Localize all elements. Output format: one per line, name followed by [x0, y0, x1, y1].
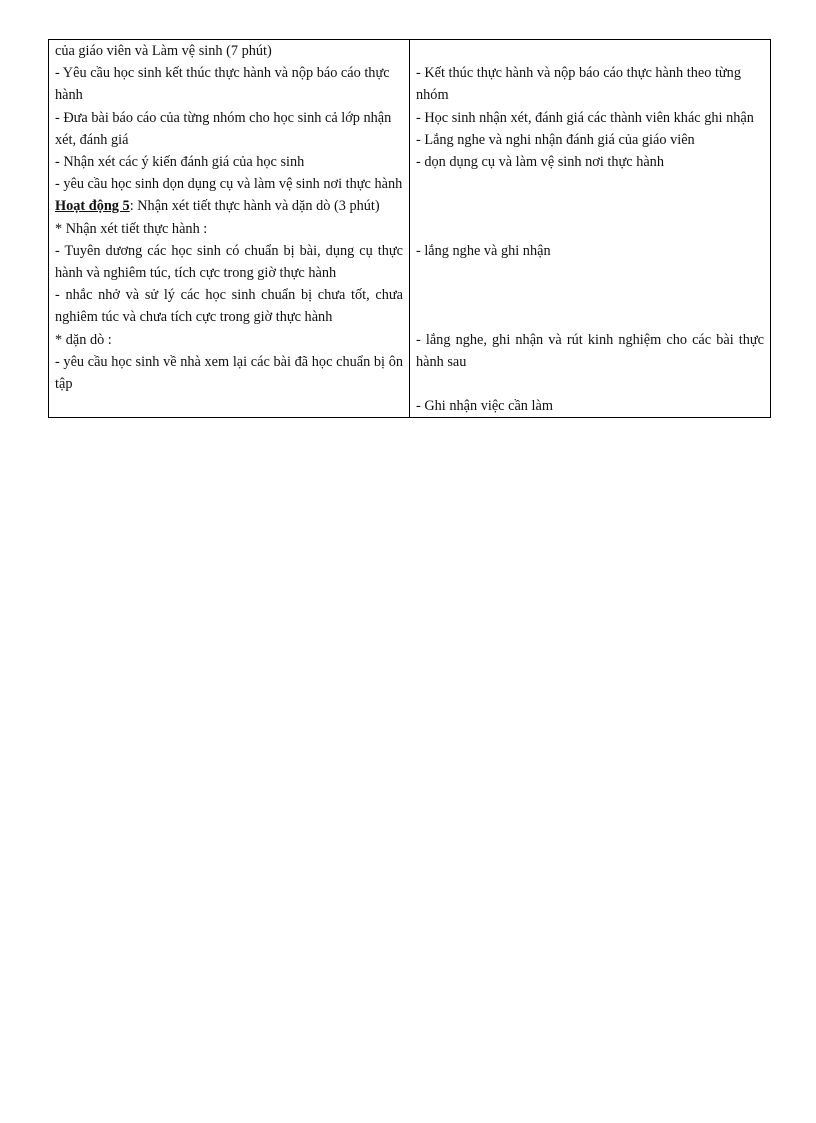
cleanup-instruction: - yêu cầu học sinh dọn dụng cụ và làm vệ sinh nơi thực hành — [55, 176, 403, 193]
student-listen-note: - lắng nghe và ghi nhận — [416, 242, 551, 259]
homework-heading: * dặn dò : — [55, 331, 112, 348]
student-activities-cell — [410, 40, 771, 418]
student-learn-experience: - lắng nghe, ghi nhận và rút kinh nghiệm cho các bài thực hành sau — [416, 331, 764, 370]
comment-feedback-instruction: - Nhận xét các ý kiến đánh giá của học sinh — [55, 154, 305, 171]
spacer — [416, 40, 764, 62]
end-practice-instruction: - Yêu cầu học sinh kết thúc thực hành và nộp báo cáo thực hành — [55, 65, 390, 104]
remind-instruction: - nhắc nhở và sử lý các học sinh chuẩn bị chưa tốt, chưa nghiêm túc và chưa tích cực trong giờ thực hành — [55, 287, 403, 326]
spacer — [416, 218, 764, 240]
activity-5-title: : Nhận xét tiết thực hành và dặn dò (3 phút) — [129, 198, 380, 215]
activity-5-heading — [55, 195, 403, 217]
group-reports-instruction: - Đưa bài báo cáo của từng nhóm cho học sinh cả lớp nhận xét, đánh giá — [55, 109, 392, 148]
section-intro-text: của giáo viên và Làm vệ sinh (7 phút) — [55, 43, 272, 59]
spacer — [416, 173, 764, 195]
student-cleanup: - dọn dụng cụ và làm vệ sinh nơi thực hành — [416, 154, 664, 170]
lesson-plan-table — [48, 39, 771, 418]
review-heading: * Nhận xét tiết thực hành : — [55, 220, 208, 237]
spacer — [416, 284, 764, 306]
spacer — [416, 195, 764, 217]
student-end-practice: - Kết thúc thực hành và nộp báo cáo thực hành theo từng nhóm — [416, 65, 741, 104]
praise-instruction: - Tuyên dương các học sinh có chuẩn bị bài, dụng cụ thực hành và nghiêm túc, tích cực trong giờ thực hành — [55, 242, 403, 282]
spacer — [416, 373, 764, 395]
spacer — [416, 306, 764, 328]
table-row — [49, 40, 771, 418]
activity-5-label: Hoạt động 5 — [55, 198, 130, 215]
student-listen-teacher: - Lắng nghe và nghi nhận đánh giá của giáo viên — [416, 131, 695, 148]
homework-instruction: - yêu cầu học sinh về nhà xem lại các bài đã học chuẩn bị ôn tập — [55, 353, 403, 393]
student-evaluate: - Học sinh nhận xét, đánh giá các thành viên khác ghi nhận — [416, 109, 754, 126]
teacher-activities-cell — [49, 40, 410, 418]
spacer — [416, 262, 764, 284]
student-note-tasks: - Ghi nhận việc cần làm — [416, 398, 553, 415]
